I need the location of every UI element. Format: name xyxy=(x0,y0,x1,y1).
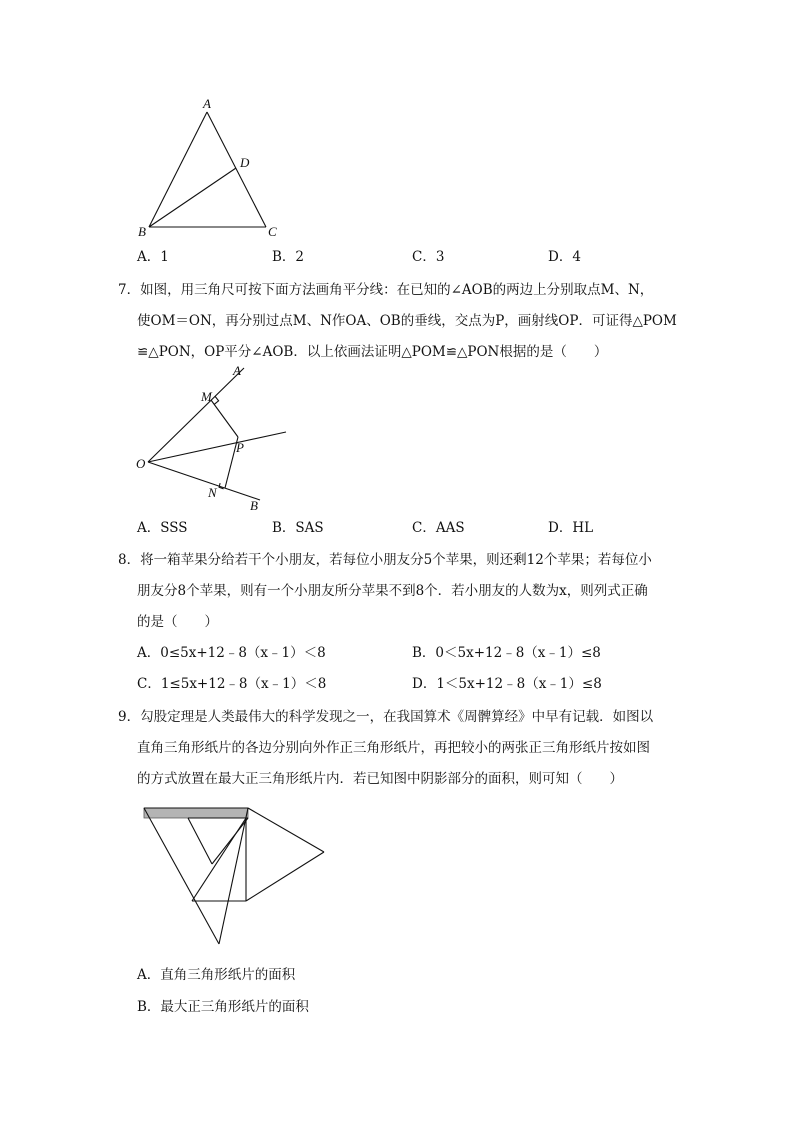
label-a: A xyxy=(203,96,211,111)
label-c: C xyxy=(268,224,277,239)
label-a: A xyxy=(233,363,241,378)
q9-option-b: B．最大正三角形纸片的面积 xyxy=(137,999,309,1015)
q7-text-line-3: ≌△PON，OP平分∠AOB．以上依画法证明△POM≌△PON根据的是（ ） xyxy=(137,344,608,360)
q8-option-a: A．0≤5x+12﹣8（x﹣1）＜8 xyxy=(137,645,326,661)
label-p: P xyxy=(236,440,244,455)
angle-bisector-figure xyxy=(130,362,300,512)
label-m: M xyxy=(201,389,212,404)
q7-option-a: A．SSS xyxy=(137,520,188,536)
q8-text-line-3: 的是（ ） xyxy=(137,614,218,630)
q9-text-line-3: 的方式放置在最大正三角形纸片内．若已知图中阴影部分的面积，则可知（ ） xyxy=(137,771,623,787)
q9-text-line-1: 9．勾股定理是人类最伟大的科学发现之一，在我国算术《周髀算经》中早有记载．如图以 xyxy=(118,709,654,725)
q8-option-d: D．1＜5x+12﹣8（x﹣1）≤8 xyxy=(412,676,602,692)
q6-option-a: A．1 xyxy=(137,249,169,265)
q6-option-b: B．2 xyxy=(272,249,305,265)
q9-option-a: A．直角三角形纸片的面积 xyxy=(137,967,296,983)
q8-option-c: C．1≤5x+12﹣8（x﹣1）＜8 xyxy=(137,676,327,692)
q6-option-c: C．3 xyxy=(412,249,445,265)
q7-text-line-1: 7．如图，用三角尺可按下面方法画角平分线：在已知的∠AOB的两边上分别取点M、N， xyxy=(118,282,654,298)
label-b: B xyxy=(138,224,146,239)
label-o: O xyxy=(136,456,146,471)
q8-option-b: B．0＜5x+12﹣8（x﹣1）≤8 xyxy=(412,645,601,661)
q8-text-line-2: 朋友分8个苹果，则有一个小朋友所分苹果不到8个．若小朋友的人数为x，则列式正确 xyxy=(137,583,648,599)
q6-option-d: D．4 xyxy=(548,249,581,265)
q7-option-d: D．HL xyxy=(548,520,594,536)
q7-text-line-2: 使OM＝ON，再分别过点M、N作OA、OB的垂线，交点为P，画射线OP．可证得△POM xyxy=(137,313,677,329)
label-b: B xyxy=(250,498,258,512)
label-n: N xyxy=(208,485,217,500)
label-d: D xyxy=(240,155,250,170)
q7-option-b: B．SAS xyxy=(272,520,324,536)
pythagorean-triangles-figure xyxy=(140,802,330,952)
q7-option-c: C．AAS xyxy=(412,520,465,536)
triangle-abc-figure xyxy=(130,92,290,242)
q9-text-line-2: 直角三角形纸片的各边分别向外作正三角形纸片，再把较小的两张正三角形纸片按如图 xyxy=(137,740,650,756)
q8-text-line-1: 8．将一箱苹果分给若干个小朋友，若每位小朋友分5个苹果，则还剩12个苹果；若每位小 xyxy=(118,552,652,568)
